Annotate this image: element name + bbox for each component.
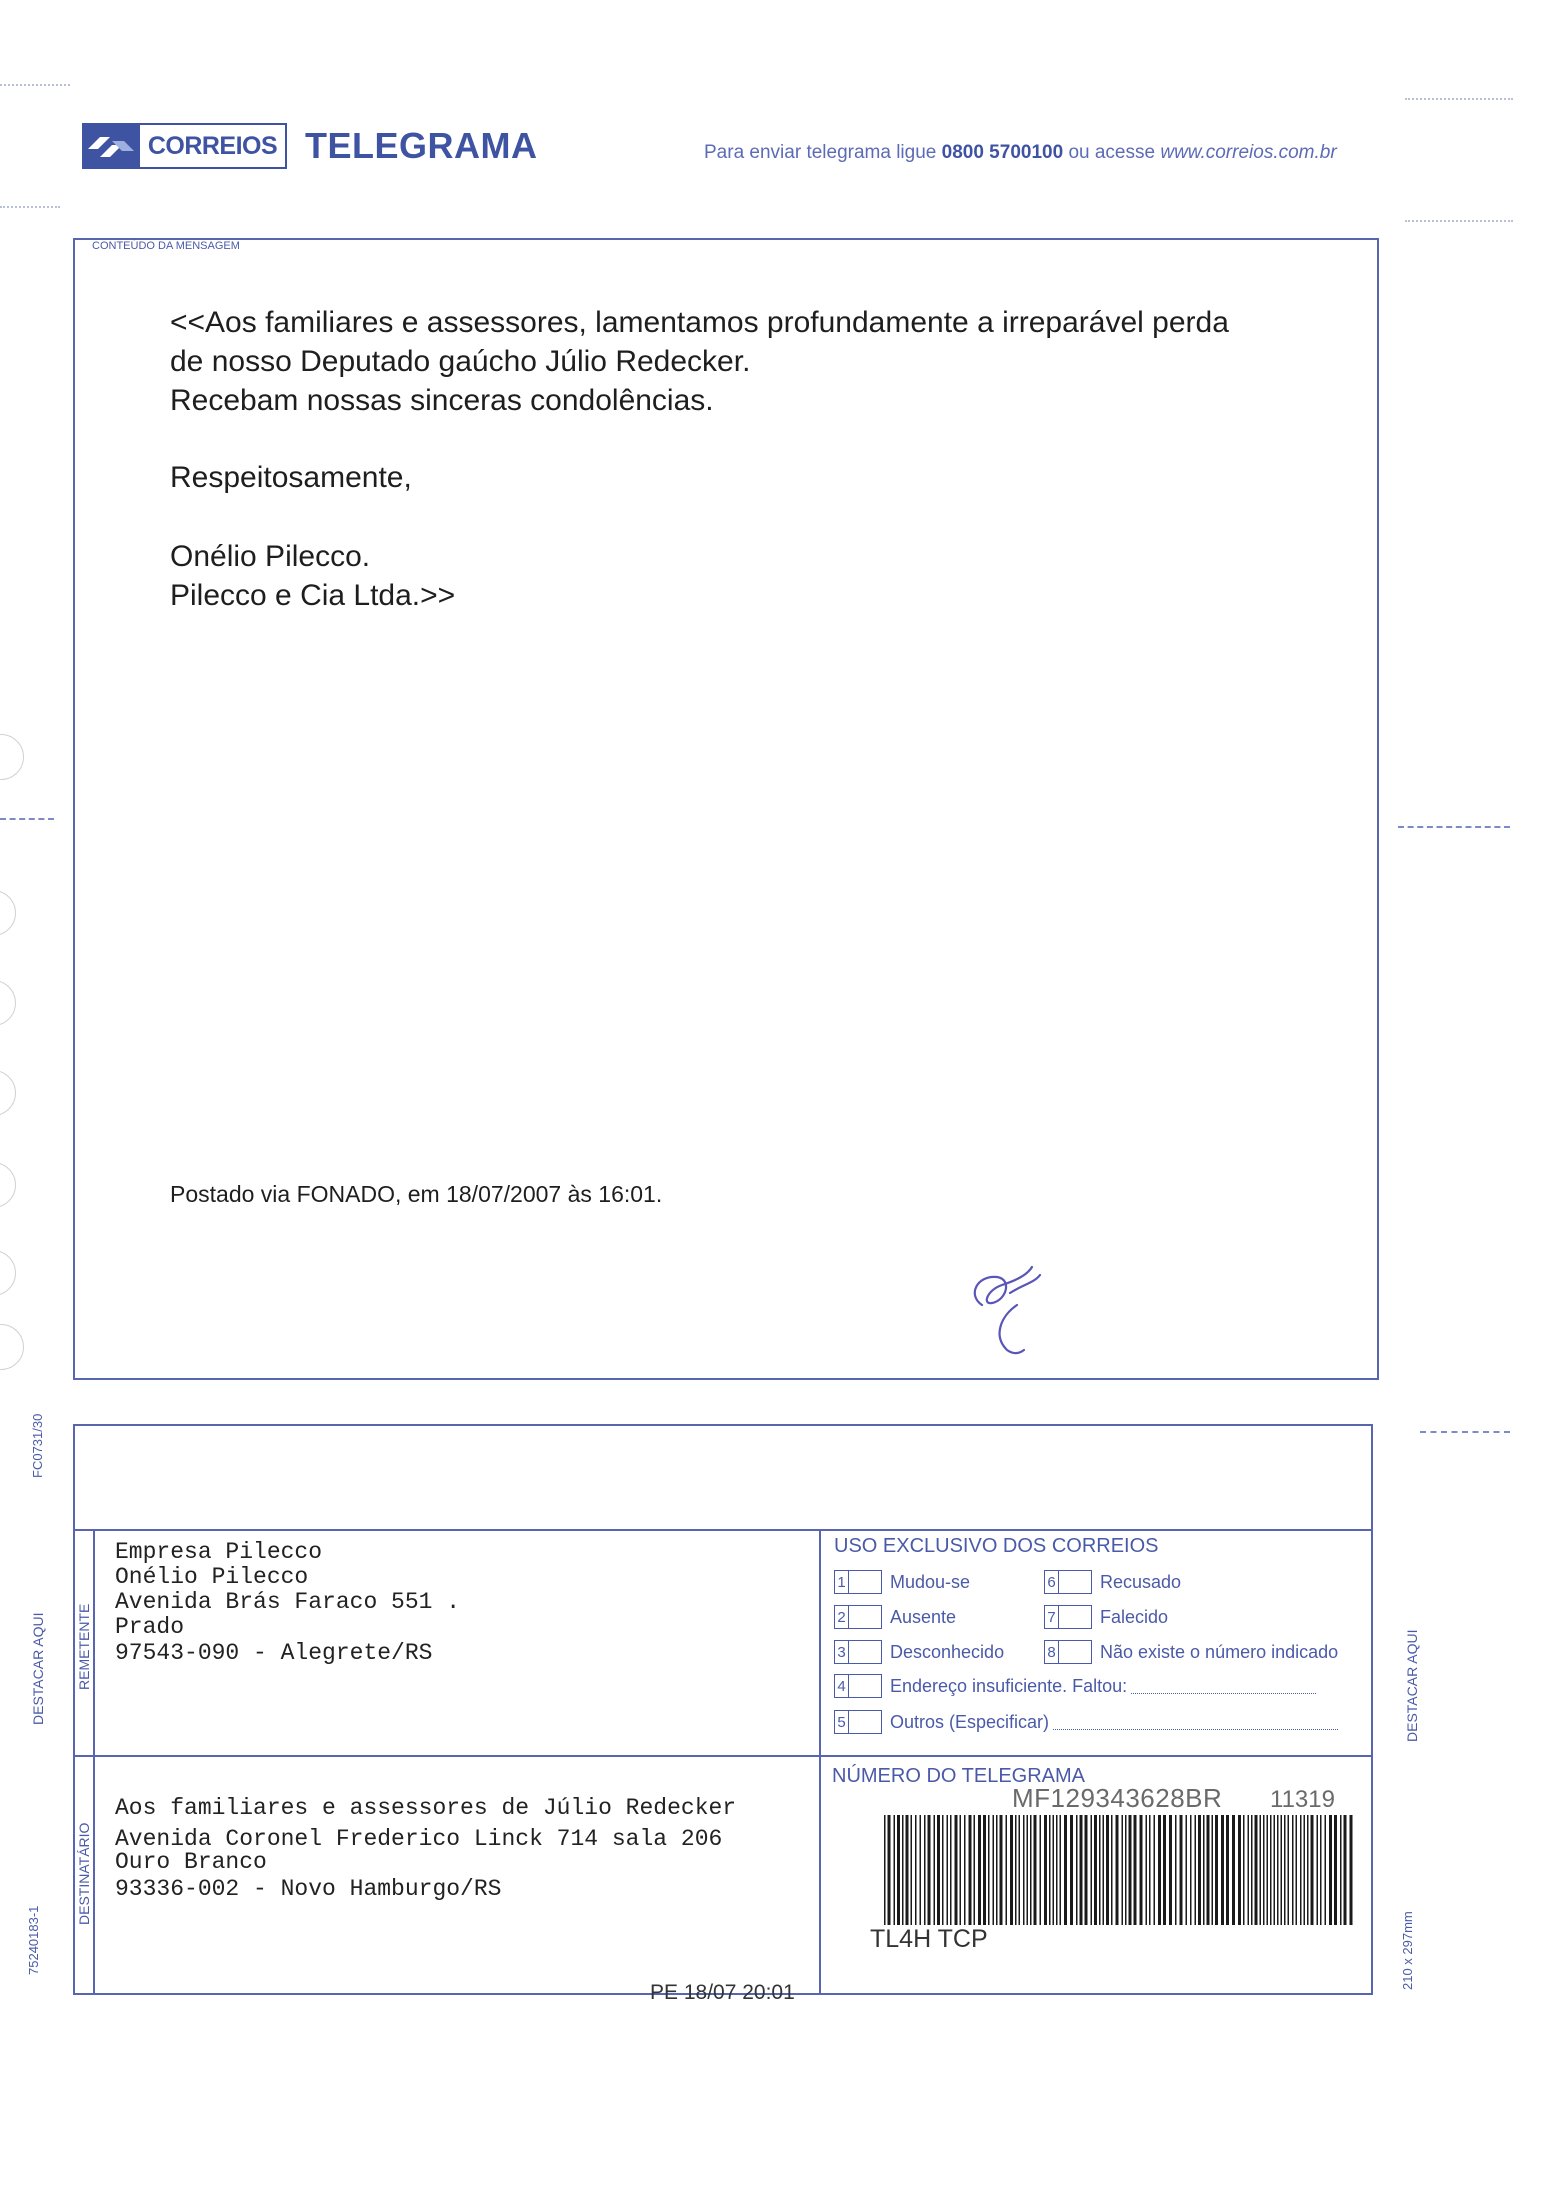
barcode-bar bbox=[928, 1815, 931, 1925]
option-checkbox[interactable] bbox=[1059, 1570, 1092, 1594]
barcode-bar bbox=[1085, 1815, 1088, 1925]
barcode-bar bbox=[937, 1815, 940, 1925]
barcode bbox=[884, 1815, 1354, 1925]
barcode-bar bbox=[1023, 1815, 1025, 1925]
sender-line: Prado bbox=[115, 1614, 185, 1640]
barcode-bar bbox=[1040, 1815, 1042, 1925]
barcode-bar bbox=[1116, 1815, 1119, 1925]
contact-info bbox=[704, 142, 1337, 164]
posted-info: Postado via FONADO, em 18/07/2007 às 16:01. bbox=[170, 1181, 663, 1207]
barcode-bar bbox=[1350, 1815, 1353, 1925]
form-divider bbox=[73, 1755, 1373, 1757]
barcode-bar bbox=[1248, 1815, 1250, 1925]
message-line: <<Aos familiares e assessores, lamentamos profundamente a irreparável perda bbox=[170, 306, 1229, 339]
return-option-6: 6 Recusado bbox=[1044, 1570, 1181, 1594]
barcode-bar bbox=[1070, 1815, 1073, 1925]
perforation-top-left bbox=[0, 84, 70, 86]
barcode-bar bbox=[1292, 1815, 1294, 1925]
barcode-bar bbox=[1010, 1815, 1013, 1925]
barcode-bar bbox=[1094, 1815, 1097, 1925]
barcode-bar bbox=[1106, 1815, 1109, 1925]
barcode-bar bbox=[1125, 1815, 1127, 1925]
return-option-4: 4 Endereço insuficiente. Faltou: bbox=[834, 1674, 1316, 1698]
barcode-bar bbox=[1288, 1815, 1290, 1925]
barcode-bar bbox=[1195, 1815, 1197, 1925]
barcode-bar bbox=[1122, 1815, 1124, 1925]
correios-emblem-icon bbox=[82, 123, 140, 169]
barcode-bar bbox=[1111, 1815, 1113, 1925]
barcode-bar bbox=[955, 1815, 958, 1925]
barcode-bar bbox=[1053, 1815, 1055, 1925]
contact-mid: ou acesse bbox=[1068, 142, 1156, 163]
barcode-bar bbox=[1154, 1815, 1156, 1925]
barcode-bar bbox=[915, 1815, 917, 1925]
recipient-label: DESTINATÁRIO bbox=[76, 1822, 92, 1925]
paper-size: 210 x 297mm bbox=[1400, 1911, 1415, 1990]
barcode-bar bbox=[1027, 1815, 1029, 1925]
sender-line: Empresa Pilecco bbox=[115, 1539, 323, 1565]
recipient-line: 93336-002 - Novo Hamburgo/RS bbox=[115, 1876, 502, 1902]
barcode-bar bbox=[1317, 1815, 1319, 1925]
barcode-bar bbox=[1311, 1815, 1314, 1925]
barcode-bar bbox=[942, 1815, 944, 1925]
recipient-line: Ouro Branco bbox=[115, 1849, 267, 1875]
telegram-number: MF129343628BR bbox=[1012, 1783, 1223, 1813]
binder-hole bbox=[0, 1324, 24, 1370]
binder-hole bbox=[0, 1070, 16, 1116]
message-line: Recebam nossas sinceras condolências. bbox=[170, 384, 714, 417]
barcode-bar bbox=[1212, 1815, 1214, 1925]
barcode-bar bbox=[988, 1815, 990, 1925]
barcode-bar bbox=[1146, 1815, 1148, 1925]
barcode-bar bbox=[983, 1815, 986, 1925]
sender-line: 97543-090 - Alegrete/RS bbox=[115, 1640, 433, 1666]
barcode-bar bbox=[1000, 1815, 1003, 1925]
barcode-bar bbox=[1103, 1815, 1105, 1925]
barcode-bar bbox=[1044, 1815, 1047, 1925]
binder-hole bbox=[0, 980, 16, 1026]
option-checkbox[interactable] bbox=[849, 1710, 882, 1734]
barcode-bar bbox=[906, 1815, 909, 1925]
barcode-bar bbox=[1270, 1815, 1272, 1925]
barcode-bar bbox=[1198, 1815, 1201, 1925]
barcode-bar bbox=[1274, 1815, 1276, 1925]
perforation-top-right bbox=[1405, 98, 1513, 100]
message-line: Respeitosamente, bbox=[170, 461, 412, 494]
barcode-bar bbox=[1260, 1815, 1262, 1925]
barcode-bar bbox=[1140, 1815, 1143, 1925]
fill-line bbox=[1131, 1679, 1316, 1694]
barcode-bar bbox=[902, 1815, 904, 1925]
telegram-sequence: 11319 bbox=[1270, 1786, 1335, 1813]
serial-left: 75240183-1 bbox=[26, 1905, 41, 1975]
binder-hole bbox=[0, 890, 16, 936]
barcode-bar bbox=[1163, 1815, 1166, 1925]
binder-hole bbox=[0, 1250, 16, 1296]
barcode-bar bbox=[1304, 1815, 1306, 1925]
document-title: TELEGRAMA bbox=[305, 125, 538, 166]
barcode-bar bbox=[1320, 1815, 1322, 1925]
barcode-bar bbox=[1255, 1815, 1258, 1925]
barcode-bar bbox=[1307, 1815, 1309, 1925]
form-divider bbox=[73, 1529, 1373, 1531]
barcode-bar bbox=[996, 1815, 998, 1925]
barcode-bar bbox=[897, 1815, 900, 1925]
barcode-bar bbox=[1277, 1815, 1279, 1925]
perforation-right-2 bbox=[1405, 220, 1513, 222]
barcode-bar bbox=[1251, 1815, 1253, 1925]
return-option-1: 1 Mudou-se bbox=[834, 1570, 970, 1594]
barcode-bar bbox=[894, 1815, 896, 1925]
uso-exclusivo-title: USO EXCLUSIVO DOS CORREIOS bbox=[834, 1535, 1159, 1557]
message-line: Onélio Pilecco. bbox=[170, 540, 371, 573]
barcode-bar bbox=[1344, 1815, 1347, 1925]
barcode-bar bbox=[1169, 1815, 1172, 1925]
pe-timestamp: PE 18/07 20:01 bbox=[650, 1981, 795, 2004]
return-option-3: 3 Desconhecido bbox=[834, 1640, 1004, 1664]
barcode-bar bbox=[884, 1815, 886, 1925]
recipient-line: Aos familiares e assessores de Júlio Redecker bbox=[115, 1795, 737, 1821]
message-line: de nosso Deputado gaúcho Júlio Redecker. bbox=[170, 345, 751, 378]
sender-label: REMETENTE bbox=[76, 1603, 92, 1690]
option-checkbox[interactable] bbox=[849, 1674, 882, 1698]
cut-line-left bbox=[0, 818, 54, 820]
barcode-bar bbox=[993, 1815, 995, 1925]
return-option-8: 8 Não existe o número indicado bbox=[1044, 1640, 1338, 1664]
barcode-bar bbox=[1186, 1815, 1188, 1925]
barcode-bar bbox=[1190, 1815, 1192, 1925]
barcode-bar bbox=[1049, 1815, 1051, 1925]
barcode-bar bbox=[911, 1815, 913, 1925]
option-checkbox[interactable] bbox=[849, 1605, 882, 1629]
cut-line-right-2 bbox=[1420, 1431, 1510, 1433]
barcode-bar bbox=[1329, 1815, 1332, 1925]
barcode-bar bbox=[1296, 1815, 1298, 1925]
barcode-bar bbox=[1175, 1815, 1177, 1925]
sender-line: Onélio Pilecco bbox=[115, 1564, 309, 1590]
barcode-bar bbox=[964, 1815, 966, 1925]
telegram-number-label: NÚMERO DO TELEGRAMA bbox=[832, 1765, 1085, 1787]
sender-line: Avenida Brás Faraco 551 . bbox=[115, 1589, 461, 1615]
cut-line-right bbox=[1398, 826, 1510, 828]
barcode-bar bbox=[1091, 1815, 1093, 1925]
barcode-bar bbox=[1238, 1815, 1241, 1925]
barcode-bar bbox=[1263, 1815, 1265, 1925]
barcode-bar bbox=[1056, 1815, 1058, 1925]
barcode-bar bbox=[1267, 1815, 1269, 1925]
barcode-bar bbox=[974, 1815, 976, 1925]
barcode-bar bbox=[1221, 1815, 1224, 1925]
barcode-bar bbox=[1129, 1815, 1132, 1925]
option-checkbox[interactable] bbox=[1059, 1640, 1092, 1664]
barcode-bar bbox=[1034, 1815, 1037, 1925]
barcode-bar bbox=[1232, 1815, 1235, 1925]
binder-hole bbox=[0, 1162, 16, 1208]
barcode-bar bbox=[1149, 1815, 1151, 1925]
option-checkbox[interactable] bbox=[1059, 1605, 1092, 1629]
form-divider bbox=[93, 1529, 95, 1995]
barcode-bar bbox=[1281, 1815, 1283, 1925]
barcode-bar bbox=[1334, 1815, 1337, 1925]
routing-code: TL4H TCP bbox=[870, 1925, 988, 1953]
barcode-bar bbox=[1300, 1815, 1302, 1925]
contact-prefix: Para enviar telegrama ligue bbox=[704, 142, 937, 163]
barcode-bar bbox=[1325, 1815, 1327, 1925]
return-option-5: 5 Outros (Especificar) bbox=[834, 1710, 1338, 1734]
barcode-bar bbox=[1060, 1815, 1062, 1925]
message-line: Pilecco e Cia Ltda.>> bbox=[170, 579, 456, 612]
correios-logo bbox=[82, 123, 287, 169]
barcode-bar bbox=[1203, 1815, 1205, 1925]
message-label: CONTEÚDO DA MENSAGEM bbox=[92, 240, 240, 252]
barcode-bar bbox=[960, 1815, 962, 1925]
barcode-bar bbox=[1076, 1815, 1078, 1925]
barcode-bar bbox=[947, 1815, 949, 1925]
barcode-bar bbox=[934, 1815, 936, 1925]
form-code-left: FC0731/30 bbox=[30, 1413, 45, 1478]
barcode-bar bbox=[1015, 1815, 1017, 1925]
barcode-bar bbox=[1158, 1815, 1161, 1925]
brand-wordmark: CORREIOS bbox=[140, 123, 287, 169]
barcode-bar bbox=[1340, 1815, 1342, 1925]
barcode-bar bbox=[978, 1815, 981, 1925]
barcode-bar bbox=[1215, 1815, 1218, 1925]
return-option-7: 7 Falecido bbox=[1044, 1605, 1168, 1629]
option-checkbox[interactable] bbox=[849, 1640, 882, 1664]
barcode-bar bbox=[920, 1815, 922, 1925]
perforation-left-2 bbox=[0, 206, 60, 208]
fill-line bbox=[1053, 1715, 1338, 1730]
barcode-bar bbox=[1080, 1815, 1083, 1925]
barcode-bar bbox=[888, 1815, 891, 1925]
barcode-bar bbox=[1134, 1815, 1137, 1925]
return-option-2: 2 Ausente bbox=[834, 1605, 956, 1629]
contact-phone: 0800 5700100 bbox=[941, 142, 1064, 163]
barcode-bar bbox=[1284, 1815, 1286, 1925]
handwritten-signature bbox=[962, 1255, 1072, 1360]
contact-url: www.correios.com.br bbox=[1160, 142, 1337, 163]
barcode-bar bbox=[1099, 1815, 1101, 1925]
barcode-bar bbox=[969, 1815, 972, 1925]
barcode-bar bbox=[950, 1815, 952, 1925]
recipient-line: Avenida Coronel Frederico Linck 714 sala 206 bbox=[115, 1826, 723, 1852]
barcode-bar bbox=[1226, 1815, 1229, 1925]
binder-hole bbox=[0, 734, 24, 780]
detach-here-right: DESTACAR AQUI bbox=[1404, 1629, 1420, 1742]
barcode-bar bbox=[1243, 1815, 1245, 1925]
option-checkbox[interactable] bbox=[849, 1570, 882, 1594]
barcode-bar bbox=[1180, 1815, 1183, 1925]
barcode-bar bbox=[924, 1815, 926, 1925]
barcode-bar bbox=[1030, 1815, 1032, 1925]
barcode-bar bbox=[1019, 1815, 1021, 1925]
detach-here-left: DESTACAR AQUI bbox=[30, 1612, 46, 1725]
barcode-bar bbox=[1207, 1815, 1210, 1925]
form-divider bbox=[819, 1529, 821, 1995]
barcode-bar bbox=[1064, 1815, 1067, 1925]
barcode-bar bbox=[1006, 1815, 1008, 1925]
